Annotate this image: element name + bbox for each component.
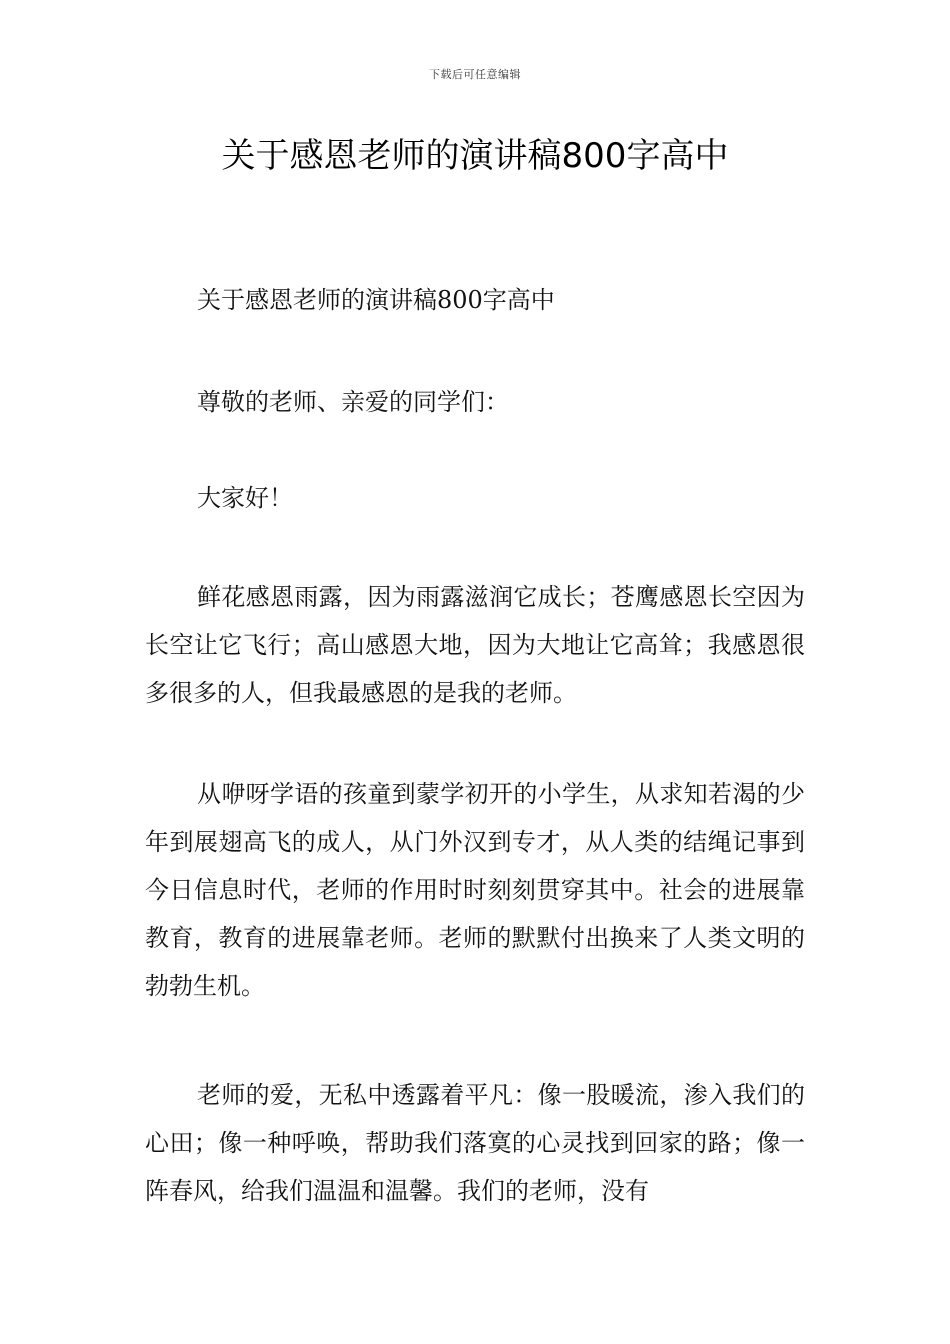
paragraph-greeting: 大家好！ <box>197 484 293 512</box>
document-title: 关于感恩老师的演讲稿800字高中 <box>221 136 729 176</box>
paragraph-subtitle: 关于感恩老师的演讲稿800字高中 <box>197 286 555 314</box>
paragraph-body-3: 老师的爱，无私中透露着平凡：像一股暖流，渗入我们的心田；像一种呼唤，帮助我们落寞的心灵找到回家的路；像一阵春风，给我们温温和温馨。我们的老师，没有 <box>145 1081 805 1205</box>
paragraph-salutation: 尊敬的老师、亲爱的同学们： <box>197 388 509 416</box>
paragraph-body-2: 从咿呀学语的孩童到蒙学初开的小学生，从求知若渴的少年到展翅高飞的成人，从门外汉到专才，从人类的结绳记事到今日信息时代，老师的作用时时刻刻贯穿其中。社会的进展靠教育，教育的进展靠老师。老师的默默付出换来了人类文明的勃勃生机。 <box>145 780 805 1000</box>
page-header-note: 下载后可任意编辑 <box>429 68 521 81</box>
paragraph-body-1: 鲜花感恩雨露，因为雨露滋润它成长；苍鹰感恩长空因为长空让它飞行；高山感恩大地，因为大地让它高耸；我感恩很多很多的人，但我最感恩的是我的老师。 <box>145 583 805 707</box>
